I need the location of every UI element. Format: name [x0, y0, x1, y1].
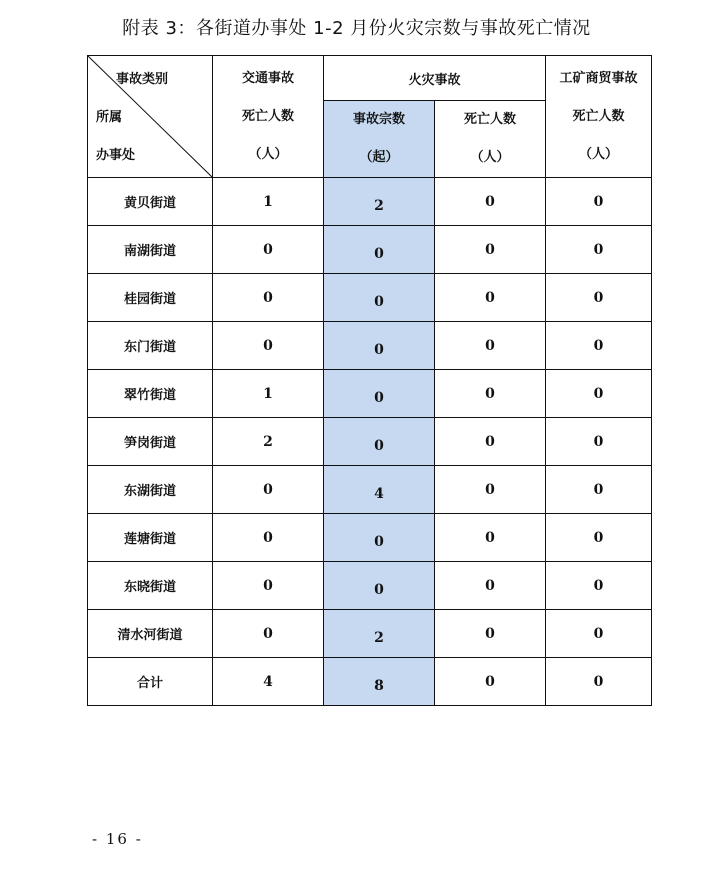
table-row [88, 514, 652, 562]
district-name-cell [88, 274, 213, 322]
fire-deaths-value: 0 [485, 337, 495, 354]
fire-count-value: 0 [374, 437, 384, 454]
traffic-deaths-cell [213, 466, 324, 514]
industrial-deaths-cell [546, 322, 652, 370]
fire-deaths-cell [435, 322, 546, 370]
industrial-deaths-value: 0 [593, 385, 604, 402]
fire-deaths-value: 0 [485, 529, 495, 546]
fire-deaths-value: 0 [485, 241, 495, 258]
district-name-cell [88, 178, 213, 226]
fire-count-value: 0 [374, 389, 384, 406]
table-row [88, 226, 652, 274]
district-name-value: 东门街道 [123, 340, 176, 355]
fire-count-value: 0 [374, 581, 384, 598]
fire-count-value: 2 [374, 629, 384, 646]
fire-deaths-value: 0 [485, 673, 495, 690]
fire-count-cell [324, 226, 435, 274]
district-name-value: 合计 [136, 676, 163, 691]
table-row [88, 274, 652, 322]
table-row [88, 418, 652, 466]
fire-count-value: 4 [374, 485, 384, 502]
traffic-deaths-cell [213, 370, 324, 418]
industrial-deaths-cell [546, 370, 652, 418]
fire-deaths-value: 0 [485, 193, 495, 210]
header-industrial [546, 56, 652, 178]
industrial-deaths-cell [546, 562, 652, 610]
district-name-value: 翠竹街道 [123, 388, 176, 403]
district-name-cell [88, 226, 213, 274]
traffic-deaths-cell [213, 514, 324, 562]
corner-district-label-2: 办事处 [96, 148, 136, 163]
fire-deaths-value: 0 [485, 385, 495, 402]
industrial-deaths-value: 0 [593, 673, 604, 690]
table-row [88, 322, 652, 370]
industrial-deaths-value: 0 [593, 433, 604, 450]
district-name-value: 笋岗街道 [123, 436, 176, 451]
traffic-deaths-value: 4 [263, 673, 273, 690]
fire-deaths-value: 0 [485, 433, 495, 450]
traffic-deaths-cell [213, 418, 324, 466]
table-row [88, 466, 652, 514]
district-name-value: 清水河街道 [117, 628, 183, 643]
fire-deaths-cell [435, 562, 546, 610]
district-name-cell [88, 514, 213, 562]
fire-deaths-cell [435, 370, 546, 418]
fire-deaths-cell [435, 274, 546, 322]
district-name-cell [88, 610, 213, 658]
industrial-deaths-value: 0 [593, 625, 604, 642]
district-name-value: 桂园街道 [123, 292, 176, 307]
fire-count-cell [324, 322, 435, 370]
traffic-deaths-value: 0 [263, 529, 273, 546]
traffic-deaths-value: 0 [263, 337, 273, 354]
header-fire-deaths-line1: 死亡人数 [464, 112, 517, 127]
corner-header-cell [88, 56, 213, 178]
industrial-deaths-cell [546, 514, 652, 562]
table-row [88, 178, 652, 226]
header-traffic-line1: 交通事故 [241, 70, 294, 86]
industrial-deaths-cell [546, 178, 652, 226]
corner-district-label-1: 所属 [96, 110, 123, 125]
fire-count-value: 0 [374, 533, 384, 550]
industrial-deaths-value: 0 [593, 577, 604, 594]
industrial-deaths-cell [546, 466, 652, 514]
traffic-deaths-cell [213, 322, 324, 370]
district-name-cell [88, 322, 213, 370]
district-name-cell [88, 562, 213, 610]
fire-deaths-cell [435, 658, 546, 706]
traffic-deaths-value: 0 [263, 625, 273, 642]
industrial-deaths-value: 0 [593, 337, 604, 354]
fire-deaths-cell [435, 610, 546, 658]
header-traffic [213, 56, 324, 178]
table-row [88, 562, 652, 610]
traffic-deaths-cell [213, 610, 324, 658]
header-fire-count [324, 101, 435, 178]
fire-deaths-value: 0 [485, 289, 495, 306]
industrial-deaths-value: 0 [593, 529, 604, 546]
industrial-deaths-cell [546, 658, 652, 706]
industrial-deaths-value: 0 [593, 289, 604, 306]
header-fire-deaths [435, 101, 546, 178]
table-row [88, 658, 652, 706]
district-name-cell [88, 658, 213, 706]
fire-deaths-cell [435, 466, 546, 514]
fire-count-cell [324, 418, 435, 466]
fire-count-cell [324, 370, 435, 418]
fire-count-cell [324, 466, 435, 514]
fire-count-cell [324, 562, 435, 610]
industrial-deaths-value: 0 [593, 481, 604, 498]
fire-count-value: 2 [374, 197, 384, 214]
industrial-deaths-cell [546, 226, 652, 274]
industrial-deaths-cell [546, 274, 652, 322]
fire-deaths-value: 0 [485, 577, 495, 594]
traffic-deaths-value: 1 [263, 385, 273, 402]
fire-deaths-cell [435, 226, 546, 274]
industrial-deaths-value: 0 [593, 241, 604, 258]
fire-deaths-cell [435, 178, 546, 226]
header-industrial-line2: 死亡人数 [572, 108, 625, 124]
accident-stats-table [87, 55, 652, 706]
fire-deaths-cell [435, 418, 546, 466]
traffic-deaths-cell [213, 658, 324, 706]
header-fire-count-unit: （起） [359, 150, 399, 165]
district-name-value: 黄贝街道 [123, 196, 176, 211]
page-title: 附表 3：各街道办事处 1-2 月份火灾宗数与事故死亡情况 [122, 18, 591, 39]
traffic-deaths-value: 0 [263, 577, 273, 594]
district-name-value: 南湖街道 [123, 244, 176, 259]
corner-category-label: 事故类别 [116, 72, 169, 87]
industrial-deaths-cell [546, 418, 652, 466]
traffic-deaths-value: 1 [263, 193, 273, 210]
table-row [88, 370, 652, 418]
header-fire-group: 火灾事故 [324, 56, 546, 101]
traffic-deaths-value: 2 [263, 433, 273, 450]
fire-count-cell [324, 658, 435, 706]
fire-count-cell [324, 610, 435, 658]
traffic-deaths-cell [213, 562, 324, 610]
district-name-cell [88, 370, 213, 418]
header-fire-count-line1: 事故宗数 [352, 112, 405, 127]
fire-deaths-value: 0 [485, 481, 495, 498]
traffic-deaths-cell [213, 274, 324, 322]
industrial-deaths-value: 0 [593, 193, 604, 210]
header-industrial-line1: 工矿商贸事故 [559, 70, 638, 86]
table-body [88, 178, 652, 706]
fire-count-value: 0 [374, 341, 384, 358]
district-name-cell [88, 466, 213, 514]
fire-deaths-value: 0 [485, 625, 495, 642]
fire-count-cell [324, 178, 435, 226]
traffic-deaths-value: 0 [263, 481, 273, 498]
fire-count-cell [324, 514, 435, 562]
traffic-deaths-value: 0 [263, 289, 273, 306]
industrial-deaths-cell [546, 610, 652, 658]
header-traffic-line2: 死亡人数 [241, 108, 294, 124]
header-traffic-unit: （人） [248, 146, 288, 162]
traffic-deaths-value: 0 [263, 241, 273, 258]
page-number: - 16 - [92, 830, 143, 848]
header-industrial-unit: （人） [579, 146, 619, 162]
district-name-cell [88, 418, 213, 466]
district-name-value: 莲塘街道 [123, 532, 176, 547]
fire-count-value: 0 [374, 293, 384, 310]
district-name-value: 东湖街道 [123, 484, 176, 499]
table-row [88, 610, 652, 658]
header-fire-deaths-unit: （人） [470, 150, 510, 165]
traffic-deaths-cell [213, 226, 324, 274]
fire-deaths-cell [435, 514, 546, 562]
traffic-deaths-cell [213, 178, 324, 226]
fire-count-value: 8 [374, 677, 384, 694]
fire-count-value: 0 [374, 245, 384, 262]
fire-count-cell [324, 274, 435, 322]
district-name-value: 东晓街道 [123, 580, 176, 595]
